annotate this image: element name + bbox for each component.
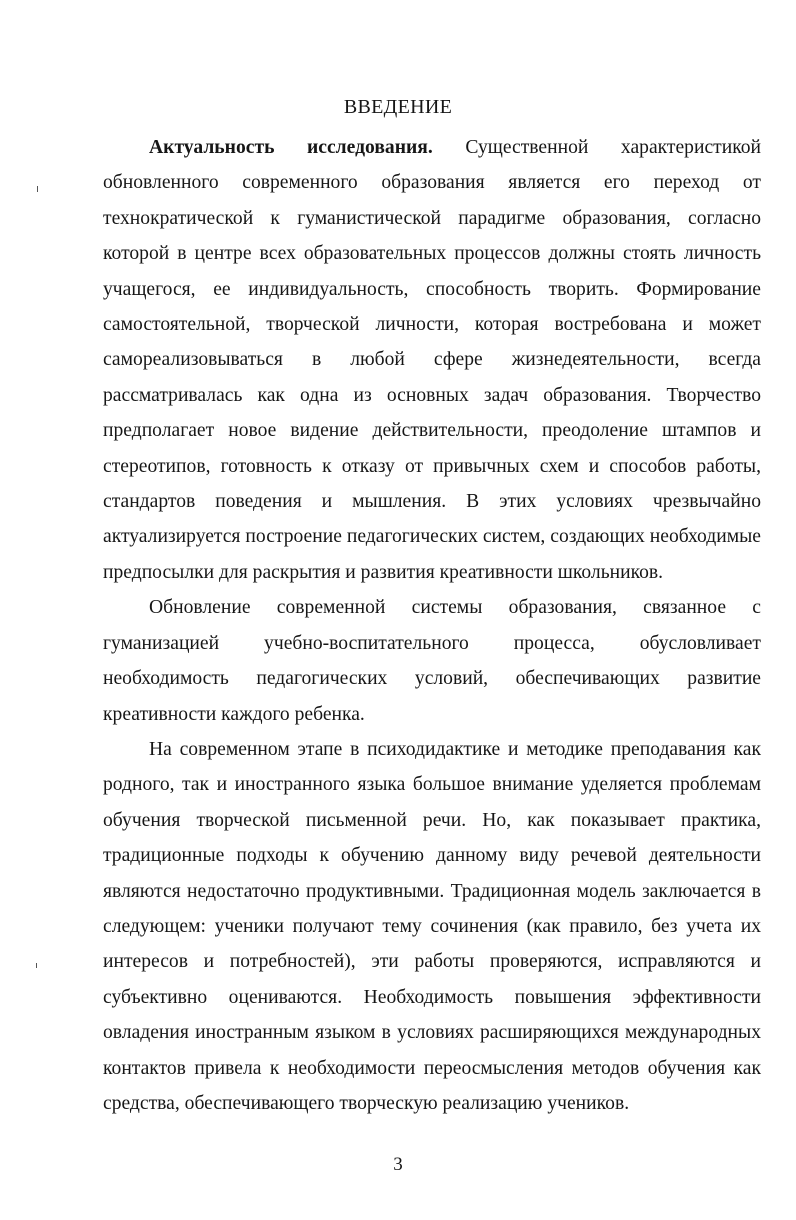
scan-speck bbox=[36, 963, 37, 968]
paragraph-current-stage bbox=[103, 732, 761, 1121]
paragraph-text: Обновление современной системы образования, связанное с гуманизацией учебно-воспитательного процесса, обусловливает необходимость педагогических условий, обеспечивающих развитие креативности каждого ребенка. bbox=[103, 597, 761, 725]
paragraph-text: На современном этапе в психодидактике и методике преподавания как родного, так и иностранного языка большое внимание уделяется проблемам обучения творческой письменной речи. Но, как показывает практика, традиционные подходы к обучению данному виду речевой деятельности являются недостаточно продуктивными. Традиционная модель заключается в следующем: ученики получают тему сочинения (как правило, без учета их интересов и потребностей), эти работы проверяются, исправляются и субъективно оцениваются. Необходимость повышения эффективности овладения иностранным языком в условиях расширяющихся международных контактов привела к необходимости переосмысления методов обучения как средства, обеспечивающего творческую реализацию учеников. bbox=[103, 738, 761, 1114]
page-number: 3 bbox=[393, 1154, 403, 1175]
paragraph-relevance bbox=[103, 130, 761, 590]
paragraph-text: Существенной характеристикой обновленного современного образования является его переход от технократической к гуманистической парадигме образования, согласно которой в центре всех образовательных процессов должны стоять личность учащегося, ее индивидуальность, способность творить. Формирование самостоятельной, творческой личности, которая востребована и может самореализовываться в любой сфере жизнедеятельности, всегда рассматривалась как одна из основных задач образования. Творчество предполагает новое видение действительности, преодоление штампов и стереотипов, готовность к отказу от привычных схем и способов работы, стандартов поведения и мышления. В этих условиях чрезвычайно актуализируется построение педагогических систем, создающих необходимые предпосылки для раскрытия и развития креативности школьников. bbox=[103, 137, 761, 583]
document-body bbox=[103, 130, 761, 1121]
paragraph-lead-bold: Актуальность исследования. bbox=[149, 137, 433, 158]
page-title: ВВЕДЕНИЕ bbox=[343, 96, 453, 118]
paragraph-modernization bbox=[103, 590, 761, 732]
scan-speck bbox=[37, 186, 38, 192]
